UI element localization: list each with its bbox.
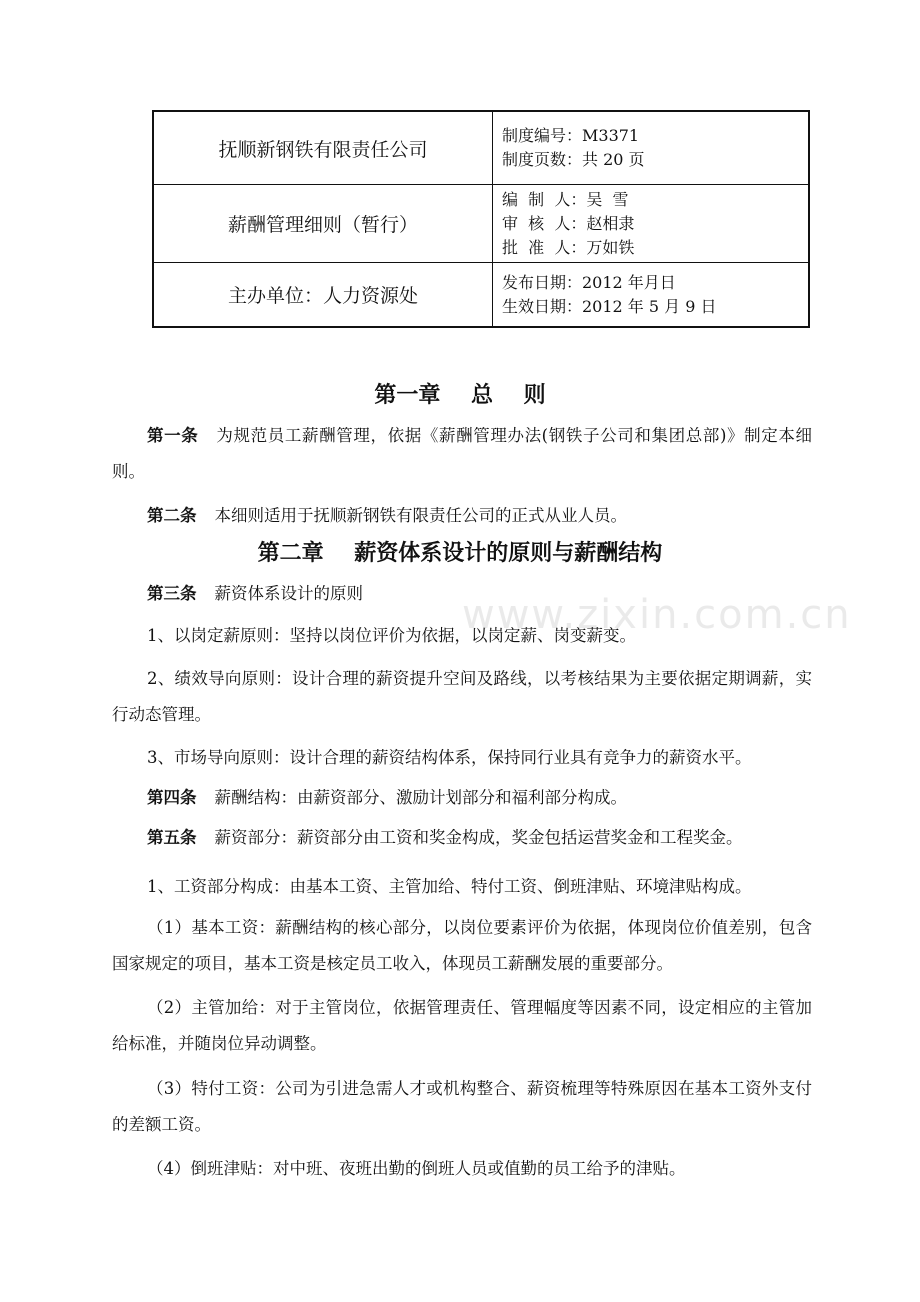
host-unit: 主办单位：人力资源处 [154,263,493,326]
signoff-cell [493,185,808,262]
article-1 [112,418,812,490]
article-3-text: 薪资体系设计的原则 [214,584,363,603]
base-salary: （1）基本工资：薪酬结构的核心部分，以岗位要素评价为依据，体现岗位价值差别，包含国家规定的项目，基本工资是核定员工收入，体现员工薪酬发展的重要部分。 [112,918,812,973]
special-pay: （3）特付工资：公司为引进急需人才或机构整合、薪资梳理等特殊原因在基本工资外支付的差额工资。 [112,1079,812,1134]
reviewer-line: 审 核 人：赵相隶 [502,213,635,233]
header-row-company [154,112,808,185]
article-1-label: 第一条 [147,426,199,445]
doc-pages: 制度页数：共 20 页 [502,150,645,169]
article-1-text: 为规范员工薪酬管理，依据《薪酬管理办法(钢铁子公司和集团总部)》制定本细则。 [112,426,813,481]
effective-date: 生效日期：2012 年 5 月 9 日 [502,296,717,316]
supervisor-allowance: （2）主管加给：对于主管岗位，依据管理责任、管理幅度等因素不同，设定相应的主管加给标准，并随岗位异动调整。 [112,998,812,1053]
document-header-table [152,110,810,328]
doc-title: 薪酬管理细则（暂行） [154,185,493,262]
header-row-title [154,185,808,263]
article-4-label: 第四条 [147,788,197,807]
watermark-text: www.zixin.com.cn [462,592,852,638]
article-5-label: 第五条 [147,828,197,847]
article-5-text: 薪资部分：薪资部分由工资和奖金构成，奖金包括运营奖金和工程奖金。 [214,828,743,847]
article-2 [112,498,812,534]
approver-line: 批 准 人：万如铁 [502,237,635,257]
article-3 [112,576,812,612]
article-4-text: 薪酬结构：由薪资部分、激励计划部分和福利部分构成。 [214,788,627,807]
article-3-label: 第三条 [147,584,197,603]
article-2-label: 第二条 [147,506,197,525]
wage-composition: 1、工资部分构成：由基本工资、主管加给、特付工资、倒班津贴、环境津贴构成。 [147,877,752,896]
chapter-1-heading: 第一章 总 则 [374,382,546,408]
article-5 [112,820,812,856]
dates-cell [493,263,808,326]
author-line: 编 制 人：吴 雪 [502,189,629,209]
header-row-unit [154,263,808,326]
publish-date: 发布日期：2012 年月日 [502,272,676,292]
article-2-text: 本细则适用于抚顺新钢铁有限责任公司的正式从业人员。 [214,506,627,525]
company-name: 抚顺新钢铁有限责任公司 [154,112,493,184]
chapter-2-heading: 第二章 薪资体系设计的原则与薪酬结构 [257,540,663,566]
principle-1: 1、以岗定薪原则：坚持以岗位评价为依据，以岗定薪、岗变薪变。 [147,626,636,645]
principle-2: 2、绩效导向原则：设计合理的薪资提升空间及路线，以考核结果为主要依据定期调薪，实行动态管理。 [112,669,812,724]
principle-3: 3、市场导向原则：设计合理的薪资结构体系，保持同行业具有竞争力的薪资水平。 [147,748,752,767]
doc-meta-cell [493,112,808,184]
shift-allowance: （4）倒班津贴：对中班、夜班出勤的倒班人员或值勤的员工给予的津贴。 [147,1159,686,1178]
doc-number: 制度编号：M3371 [502,126,640,145]
article-4 [112,780,812,816]
